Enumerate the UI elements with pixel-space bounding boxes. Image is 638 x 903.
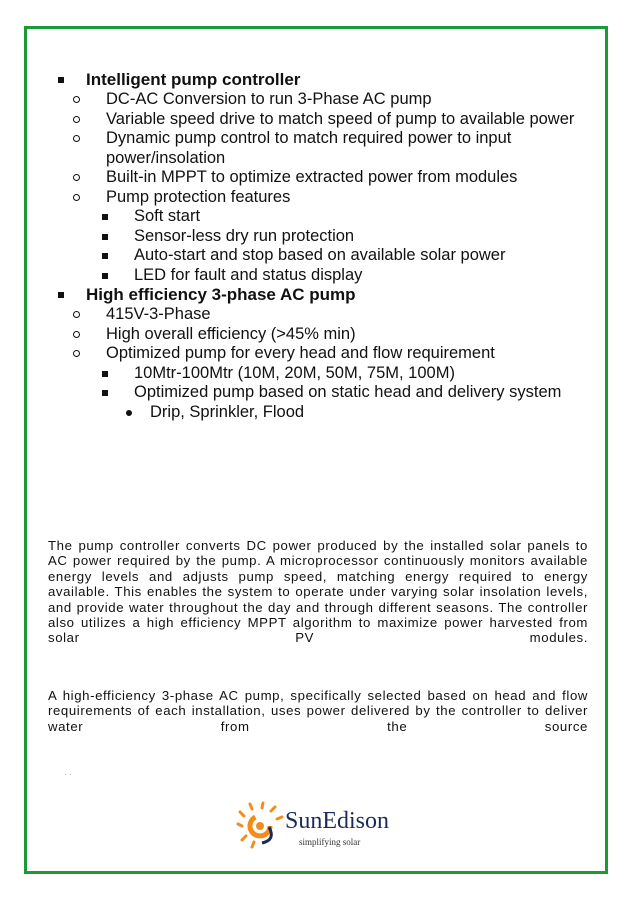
- sub-list-item: Sensor-less dry run protection: [48, 227, 588, 247]
- sub-list-item: Optimized pump based on static head and delivery system: [48, 383, 588, 403]
- list-item: Dynamic pump control to match required power to input power/insolation: [48, 129, 588, 168]
- list-item: 415V-3-Phase: [48, 305, 588, 325]
- bullet-list: [48, 70, 588, 422]
- list-item: Optimized pump for every head and flow requirement: [48, 344, 588, 364]
- artifact-dots: · ·: [64, 770, 72, 779]
- list-item: Built-in MPPT to optimize extracted power from modules: [48, 168, 588, 188]
- section-heading: High efficiency 3-phase AC pump: [48, 285, 588, 305]
- sunedison-logo: [236, 800, 406, 850]
- sun-swirl-icon: [236, 800, 286, 850]
- list-item: Variable speed drive to match speed of pump to available power: [48, 110, 588, 130]
- sub-sub-list-item: Drip, Sprinkler, Flood: [48, 403, 588, 423]
- list-item: Pump protection features: [48, 188, 588, 208]
- logo-tagline: simplifying solar: [299, 837, 361, 847]
- sub-list-item: Soft start: [48, 207, 588, 227]
- list-item: High overall efficiency (>45% min): [48, 325, 588, 345]
- sub-list-item: 10Mtr-100Mtr (10M, 20M, 50M, 75M, 100M): [48, 364, 588, 384]
- body-paragraph: A high-efficiency 3-phase AC pump, specifically selected based on head and flow requirements of each installation, uses power delivered by the controller to deliver water from the source: [48, 688, 588, 734]
- list-item: DC-AC Conversion to run 3-Phase AC pump: [48, 90, 588, 110]
- sub-list-item: Auto-start and stop based on available solar power: [48, 246, 588, 266]
- body-paragraph: The pump controller converts DC power produced by the installed solar panels to AC power required by the pump. A microprocessor continuously monitors available energy levels and adjusts pump speed, matching energy required to energy available. This enables the system to operate under varying solar insolation levels, and provide water throughout the day and through different seasons. The controller also utilizes a high efficiency MPPT algorithm to maximize power harvested from solar PV modules.: [48, 538, 588, 646]
- section-heading: Intelligent pump controller: [48, 70, 588, 90]
- sub-list-item: LED for fault and status display: [48, 266, 588, 286]
- logo-wordmark: SunEdison: [285, 808, 390, 834]
